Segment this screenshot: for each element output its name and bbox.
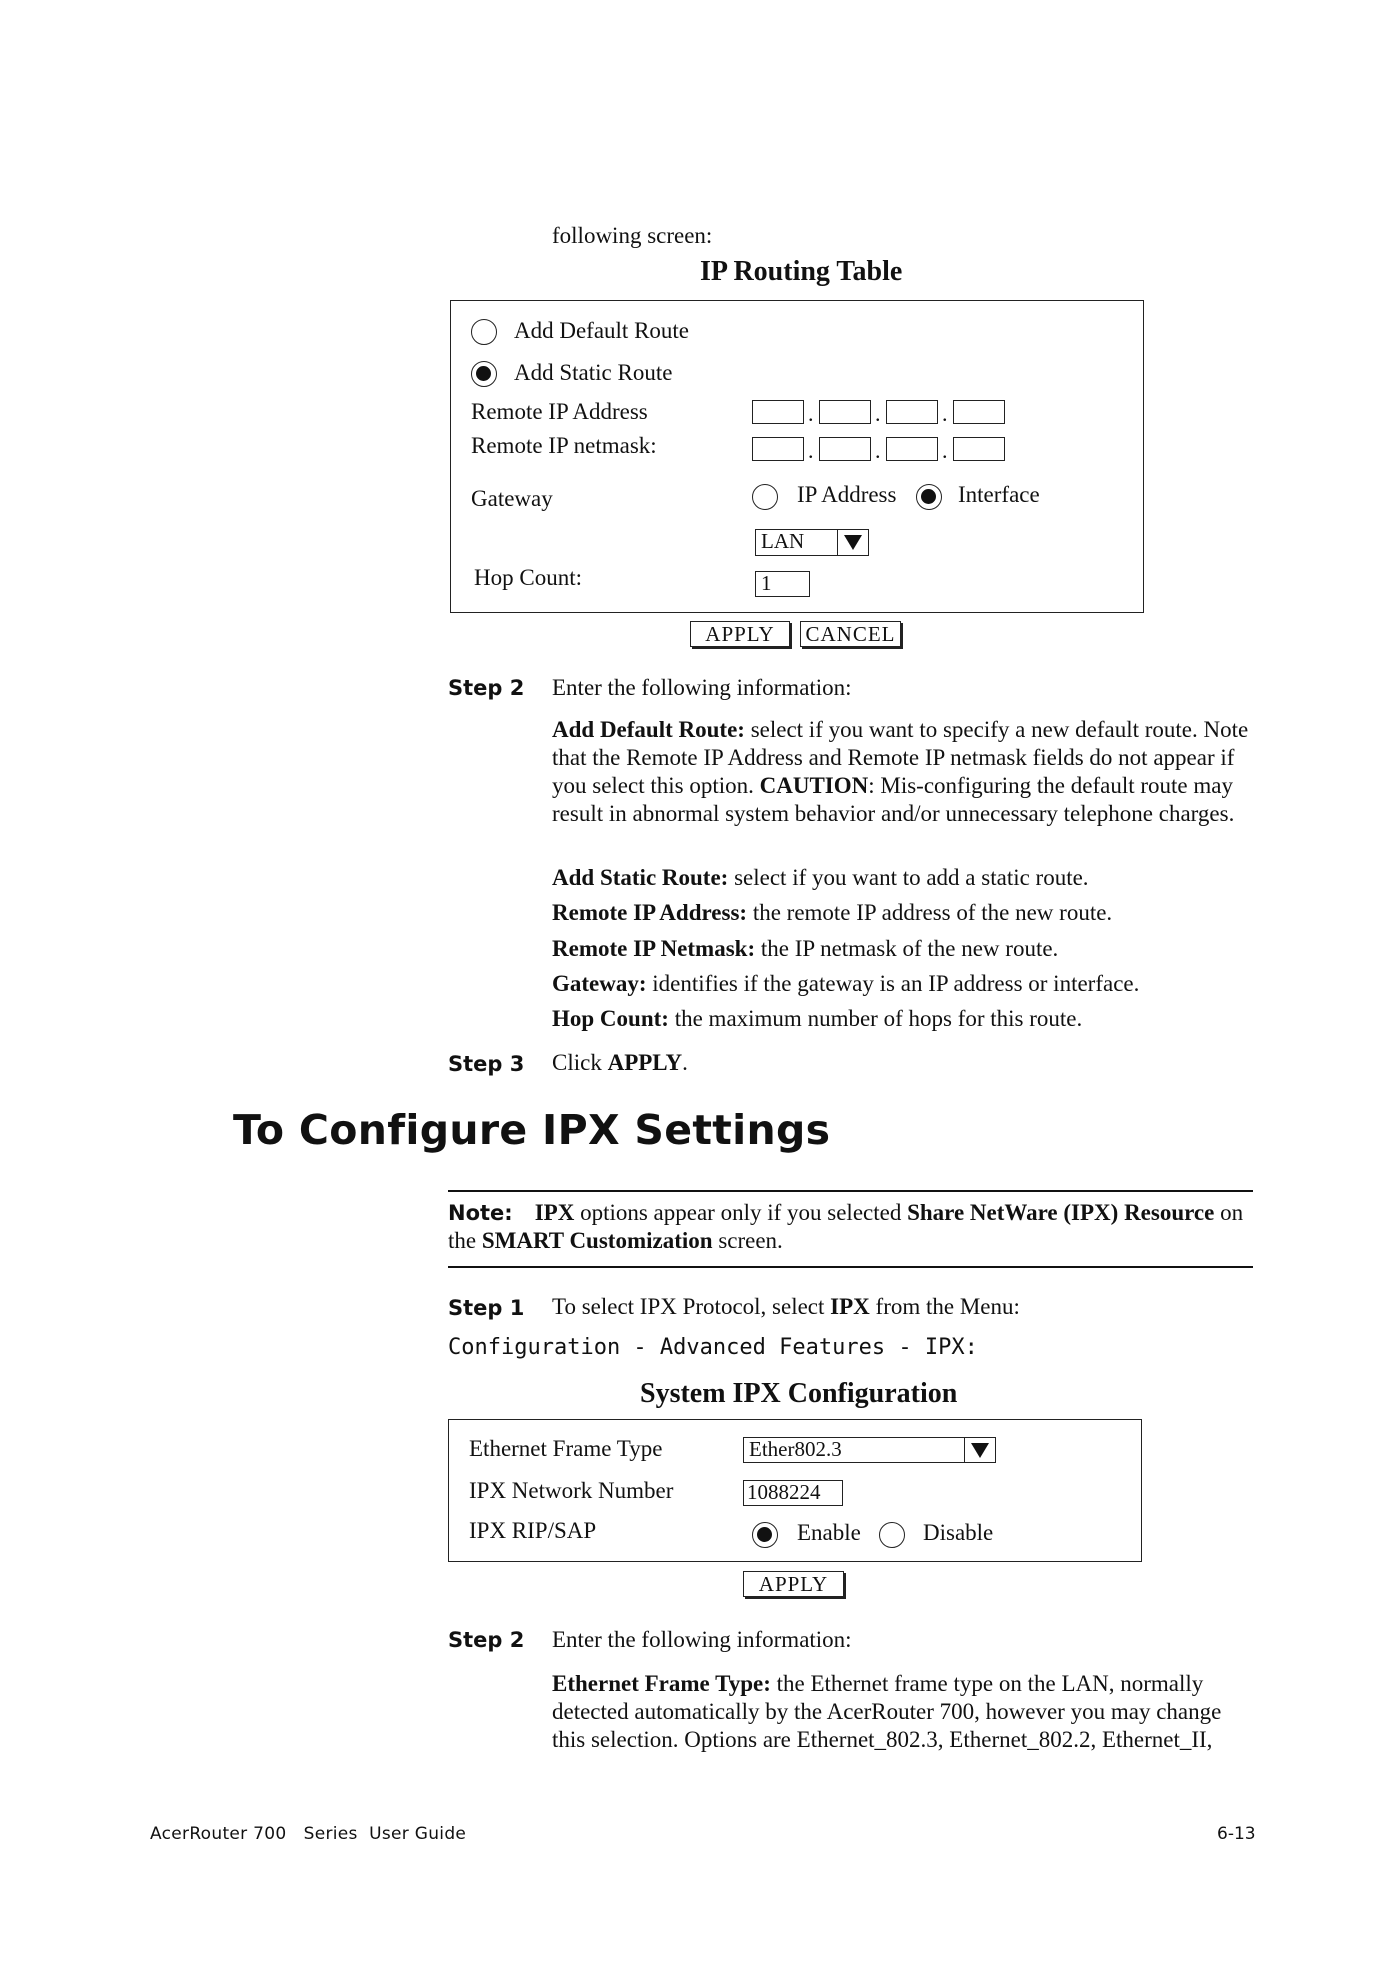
step3-apply: APPLY: [607, 1050, 683, 1075]
footer-title: AcerRouter 700 Series User Guide: [150, 1824, 467, 1844]
description: the remote IP address of the new route.: [747, 900, 1113, 925]
ip-dot: .: [808, 438, 814, 463]
step-label: Step 2: [448, 1628, 525, 1652]
hop-count-label: Hop Count:: [474, 565, 582, 590]
ip-dot: .: [808, 401, 814, 426]
page-number: 6-13: [1217, 1824, 1256, 1844]
note-t3: screen.: [712, 1228, 783, 1253]
note-b3: SMART Customization: [481, 1228, 713, 1253]
term: Hop Count:: [552, 1006, 669, 1031]
menu-path-suffix: :: [964, 1335, 978, 1360]
rip-sap-label: IPX RIP/SAP: [469, 1518, 597, 1543]
step3-text: [552, 1049, 688, 1077]
frame-type-value: Ether802.3: [749, 1437, 842, 1461]
term: Add Static Route:: [552, 865, 729, 890]
ip-dot: .: [942, 401, 948, 426]
rip-sap-disable-radio[interactable]: [879, 1522, 905, 1548]
definition-ethernet-frame-type: [552, 1670, 1252, 1754]
definition-gateway: [552, 970, 1252, 998]
term: Ethernet Frame Type:: [552, 1671, 771, 1696]
description: identifies if the gateway is an IP address or interface.: [646, 971, 1140, 996]
add-default-route-label: Add Default Route: [514, 318, 690, 343]
definition-remote-ip-netmask: [552, 935, 1252, 963]
ip-routing-title: IP Routing Table: [700, 256, 903, 287]
add-static-route-radio[interactable]: [471, 361, 497, 387]
note-t2: on the: [448, 1200, 1244, 1253]
step3-post: .: [682, 1050, 688, 1075]
rip-sap-disable-label: Disable: [923, 1520, 994, 1545]
note: [448, 1199, 1248, 1255]
dropdown-arrow-icon[interactable]: [837, 530, 868, 555]
step1-text: [552, 1293, 1020, 1321]
description: the maximum number of hops for this route.: [668, 1006, 1083, 1031]
definition-remote-ip-address: [552, 899, 1252, 927]
step-label: Step 2: [448, 676, 525, 700]
interface-select[interactable]: [755, 529, 869, 556]
caution-description: : Mis-configuring the default route may result in abnormal system behavior and/or unnecessary telephone charges.: [552, 773, 1235, 826]
netmask-octet-1[interactable]: [752, 437, 804, 461]
term: Remote IP Netmask:: [552, 936, 756, 961]
term: Remote IP Address:: [552, 900, 748, 925]
network-number-label: IPX Network Number: [469, 1478, 674, 1503]
note-b2: Share NetWare (IPX) Resource: [907, 1200, 1215, 1225]
step-label: Step 1: [448, 1296, 525, 1320]
cancel-button[interactable]: CANCEL: [800, 621, 901, 647]
menu-path-text: Configuration - Advanced Features - IPX: [448, 1335, 965, 1360]
ipx-config-panel: [448, 1419, 1142, 1562]
gateway-interface-radio[interactable]: [916, 484, 942, 510]
definition-add-default-route: [552, 716, 1252, 828]
term: Add Default Route:: [552, 717, 745, 742]
ip-dot: .: [942, 438, 948, 463]
remote-ip-octet-1[interactable]: [752, 400, 804, 424]
caution-term: CAUTION: [759, 773, 869, 798]
netmask-octet-2[interactable]: [819, 437, 871, 461]
ipx-apply-button[interactable]: APPLY: [743, 1571, 844, 1597]
ip-dot: .: [875, 401, 881, 426]
term: Gateway:: [552, 971, 647, 996]
gateway-interface-label: Interface: [958, 482, 1040, 507]
step1-post: from the Menu:: [869, 1294, 1020, 1319]
step1-ipx: IPX: [830, 1294, 870, 1319]
apply-button[interactable]: APPLY: [690, 621, 790, 647]
ip-dot: .: [875, 438, 881, 463]
step3-pre: Click: [552, 1050, 608, 1075]
description: the Ethernet frame type on the LAN, normally detected automatically by the AcerRouter 700, however you may change this selection. Options are Ethernet_802.3, Ethernet_802.2, Ethernet_II,: [552, 1671, 1222, 1752]
frame-type-select[interactable]: [743, 1437, 996, 1463]
remote-ip-octet-3[interactable]: [886, 400, 938, 424]
add-static-route-label: Add Static Route: [514, 360, 673, 385]
dropdown-arrow-icon[interactable]: [964, 1438, 995, 1462]
frame-type-label: Ethernet Frame Type: [469, 1436, 663, 1461]
intro-text: following screen:: [552, 223, 713, 248]
hop-count-input[interactable]: 1: [755, 571, 810, 597]
step-text: Enter the following information:: [552, 1627, 852, 1652]
remote-ip-octet-4[interactable]: [953, 400, 1005, 424]
netmask-octet-4[interactable]: [953, 437, 1005, 461]
ipx-config-title: System IPX Configuration: [640, 1378, 958, 1409]
definition-hop-count: [552, 1005, 1252, 1033]
section-heading: To Configure IPX Settings: [233, 1106, 831, 1154]
description: select if you want to add a static route.: [728, 865, 1089, 890]
note-top-rule: [448, 1190, 1253, 1192]
gateway-ip-address-label: IP Address: [797, 482, 897, 507]
step-label: Step 3: [448, 1052, 525, 1076]
description: the IP netmask of the new route.: [755, 936, 1059, 961]
note-bottom-rule: [448, 1266, 1253, 1268]
menu-path: [448, 1335, 978, 1360]
note-label: Note:: [448, 1201, 513, 1225]
gateway-ip-address-radio[interactable]: [752, 484, 778, 510]
netmask-octet-3[interactable]: [886, 437, 938, 461]
step-text: Enter the following information:: [552, 675, 852, 700]
network-number-input[interactable]: 1088224: [743, 1480, 843, 1506]
interface-select-value: LAN: [761, 529, 805, 553]
rip-sap-enable-label: Enable: [797, 1520, 861, 1545]
gateway-label: Gateway: [471, 486, 553, 511]
description: select if you want to specify a new default route. Note that the Remote IP Address and Remote IP netmask fields do not appear if you select this option.: [552, 717, 1249, 798]
remote-ip-octet-2[interactable]: [819, 400, 871, 424]
add-default-route-radio[interactable]: [471, 319, 497, 345]
note-t1: options appear only if you selected: [574, 1200, 908, 1225]
ip-routing-panel: [450, 300, 1144, 613]
definition-add-static-route: [552, 864, 1252, 892]
note-b1: IPX: [534, 1200, 575, 1225]
rip-sap-enable-radio[interactable]: [752, 1522, 778, 1548]
step1-pre: To select IPX Protocol, select: [552, 1294, 831, 1319]
remote-ip-address-label: Remote IP Address: [471, 399, 648, 424]
remote-ip-netmask-label: Remote IP netmask:: [471, 433, 657, 458]
